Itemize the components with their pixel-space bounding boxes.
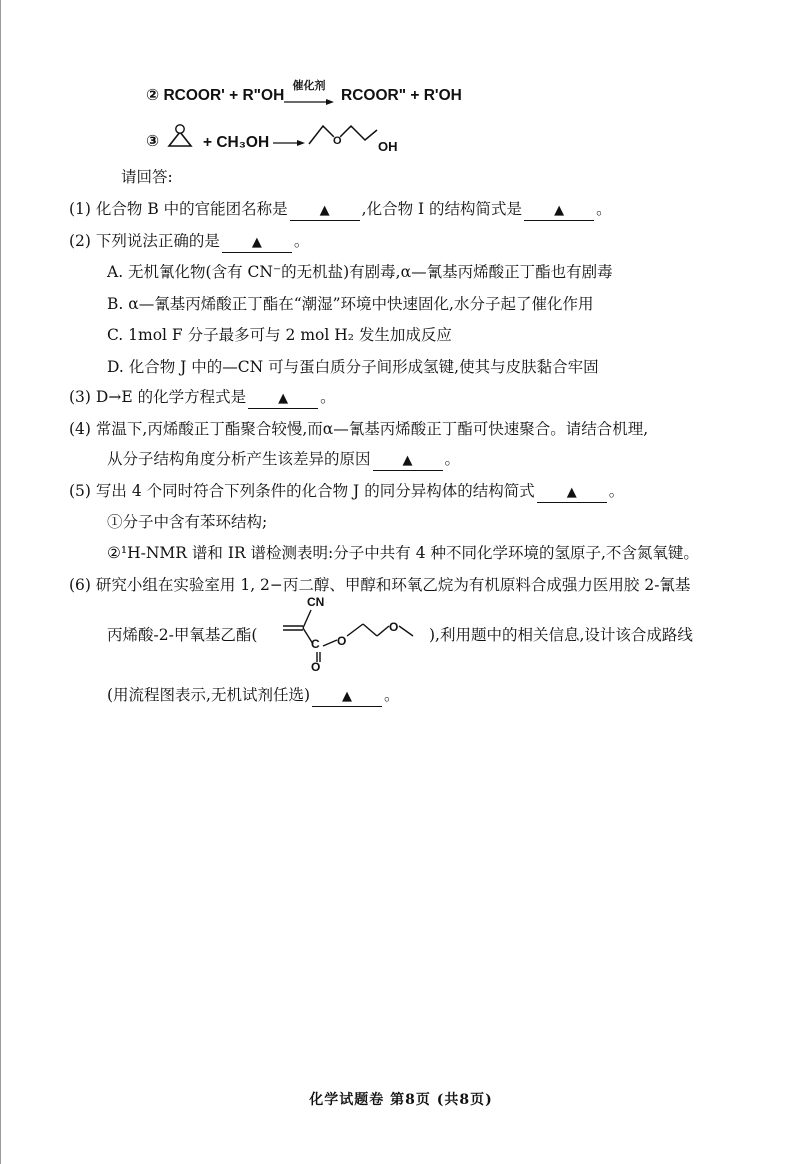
catalyst-arrow (284, 80, 334, 111)
question-4 (69, 418, 648, 440)
answer-mark-icon: ▲ (319, 203, 330, 218)
reaction-3-reagent: + CH₃OH (203, 134, 270, 151)
answer-mark-icon: ▲ (566, 485, 577, 500)
right-arrow-icon (284, 97, 334, 107)
struct-o-carbonyl-label: O (311, 660, 321, 674)
answer-blank[interactable] (524, 200, 594, 221)
question-6-line-2b: ),利用题中的相关信息,设计该合成路线 (429, 626, 693, 644)
right-arrow-icon (273, 138, 305, 148)
epoxide-structure-icon (165, 120, 197, 152)
answer-mark-icon: ▲ (251, 235, 262, 250)
page-footer: 化学试题卷 第8页 (共8页) (309, 1092, 493, 1108)
question-6-line-2a: 丙烯酸-2-甲氧基乙酯( (107, 626, 258, 644)
option-b: B. α—氰基丙烯酸正丁酯在“潮湿”环境中快速固化,水分子起了催化作用 (107, 295, 594, 313)
reaction-2-number: ② (146, 87, 160, 104)
question-3 (69, 386, 336, 409)
catalyst-label: 催化剂 (292, 79, 326, 92)
question-3-text-a: D→E 的化学方程式是 (95, 388, 247, 406)
answer-blank[interactable] (222, 232, 292, 253)
question-1-text-b: ,化合物 I 的结构简式是 (361, 200, 523, 218)
reaction-2-left: RCOOR' + R"OH (163, 87, 285, 104)
answer-mark-icon: ▲ (278, 391, 289, 406)
answer-blank[interactable] (537, 482, 607, 503)
question-6-number: (6) (69, 576, 91, 594)
question-1 (69, 198, 612, 221)
struct-o-ether-label: O (389, 620, 399, 634)
question-4-line-2-end: 。 (444, 450, 461, 468)
answer-mark-icon: ▲ (402, 453, 413, 468)
struct-cn-label: CN (307, 595, 325, 609)
cyanoacrylate-structure-icon (281, 592, 433, 672)
question-5-text-a: 写出 4 个同时符合下列条件的化合物 J 的同分异构体的结构简式 (95, 482, 535, 500)
answer-mark-icon: ▲ (342, 689, 353, 704)
reaction-3-number: ③ (146, 133, 160, 150)
question-1-number: (1) (69, 200, 91, 218)
question-5-number: (5) (69, 482, 91, 500)
option-a: A. 无机氰化物(含有 CN⁻的无机盐)有剧毒,α—氰基丙烯酸正丁酯也有剧毒 (107, 263, 613, 281)
question-2-text-a: 下列说法正确的是 (95, 232, 220, 250)
question-3-number: (3) (69, 388, 91, 406)
product-oh-label: OH (378, 139, 398, 154)
question-6-line-3-end: 。 (384, 686, 400, 704)
answer-blank[interactable] (312, 686, 382, 707)
answer-blank[interactable] (373, 450, 443, 471)
question-5-text-b: 。 (608, 482, 625, 500)
question-1-text-c: 。 (596, 200, 612, 218)
question-5-condition-2: ②¹H-NMR 谱和 IR 谱检测表明:分子中共有 4 种不同化学环境的氢原子,不含氮氧键。 (107, 544, 699, 562)
question-4-line-2-text: 从分子结构角度分析产生该差异的原因 (107, 450, 371, 468)
answer-blank[interactable] (248, 388, 318, 409)
question-4-line-1: 常温下,丙烯酸正丁酯聚合较慢,而α—氰基丙烯酸正丁酯可快速聚合。请结合机理, (95, 420, 649, 438)
question-2-text-b: 。 (293, 232, 310, 250)
question-6-line-1: 研究小组在实验室用 1, 2−丙二醇、甲醇和环氧乙烷为有机原料合成强力医用胶 2-氰基 (95, 576, 691, 594)
question-6-line-3-text: (用流程图表示,无机试剂任选) (107, 686, 311, 704)
question-5-condition-1: ①分子中含有苯环结构; (107, 513, 268, 531)
question-5 (69, 480, 624, 503)
question-4-number: (4) (69, 420, 91, 438)
struct-o-ester-label: O (337, 634, 347, 648)
question-2-number: (2) (69, 232, 91, 250)
option-c: C. 1mol F 分子最多可与 2 mol H₂ 发生加成反应 (107, 326, 452, 344)
question-3-text-b: 。 (320, 388, 336, 406)
struct-c-label: C (311, 637, 320, 651)
option-d: D. 化合物 J 中的—CN 可与蛋白质分子间形成氢键,使其与皮肤黏合牢固 (107, 358, 599, 376)
reaction-2 (146, 85, 284, 107)
methoxyethanol-structure-icon (307, 116, 385, 150)
question-4-line-2 (107, 448, 460, 471)
answer-mark-icon: ▲ (554, 203, 565, 218)
question-6-line-3 (107, 684, 400, 707)
answer-blank[interactable] (290, 200, 360, 221)
reaction-2-right: RCOOR" + R'OH (341, 87, 462, 104)
intro-text: 请回答: (121, 168, 173, 186)
question-1-text-a: 化合物 B 中的官能团名称是 (95, 200, 288, 218)
svg-text:O: O (333, 135, 342, 147)
question-2 (69, 230, 309, 253)
